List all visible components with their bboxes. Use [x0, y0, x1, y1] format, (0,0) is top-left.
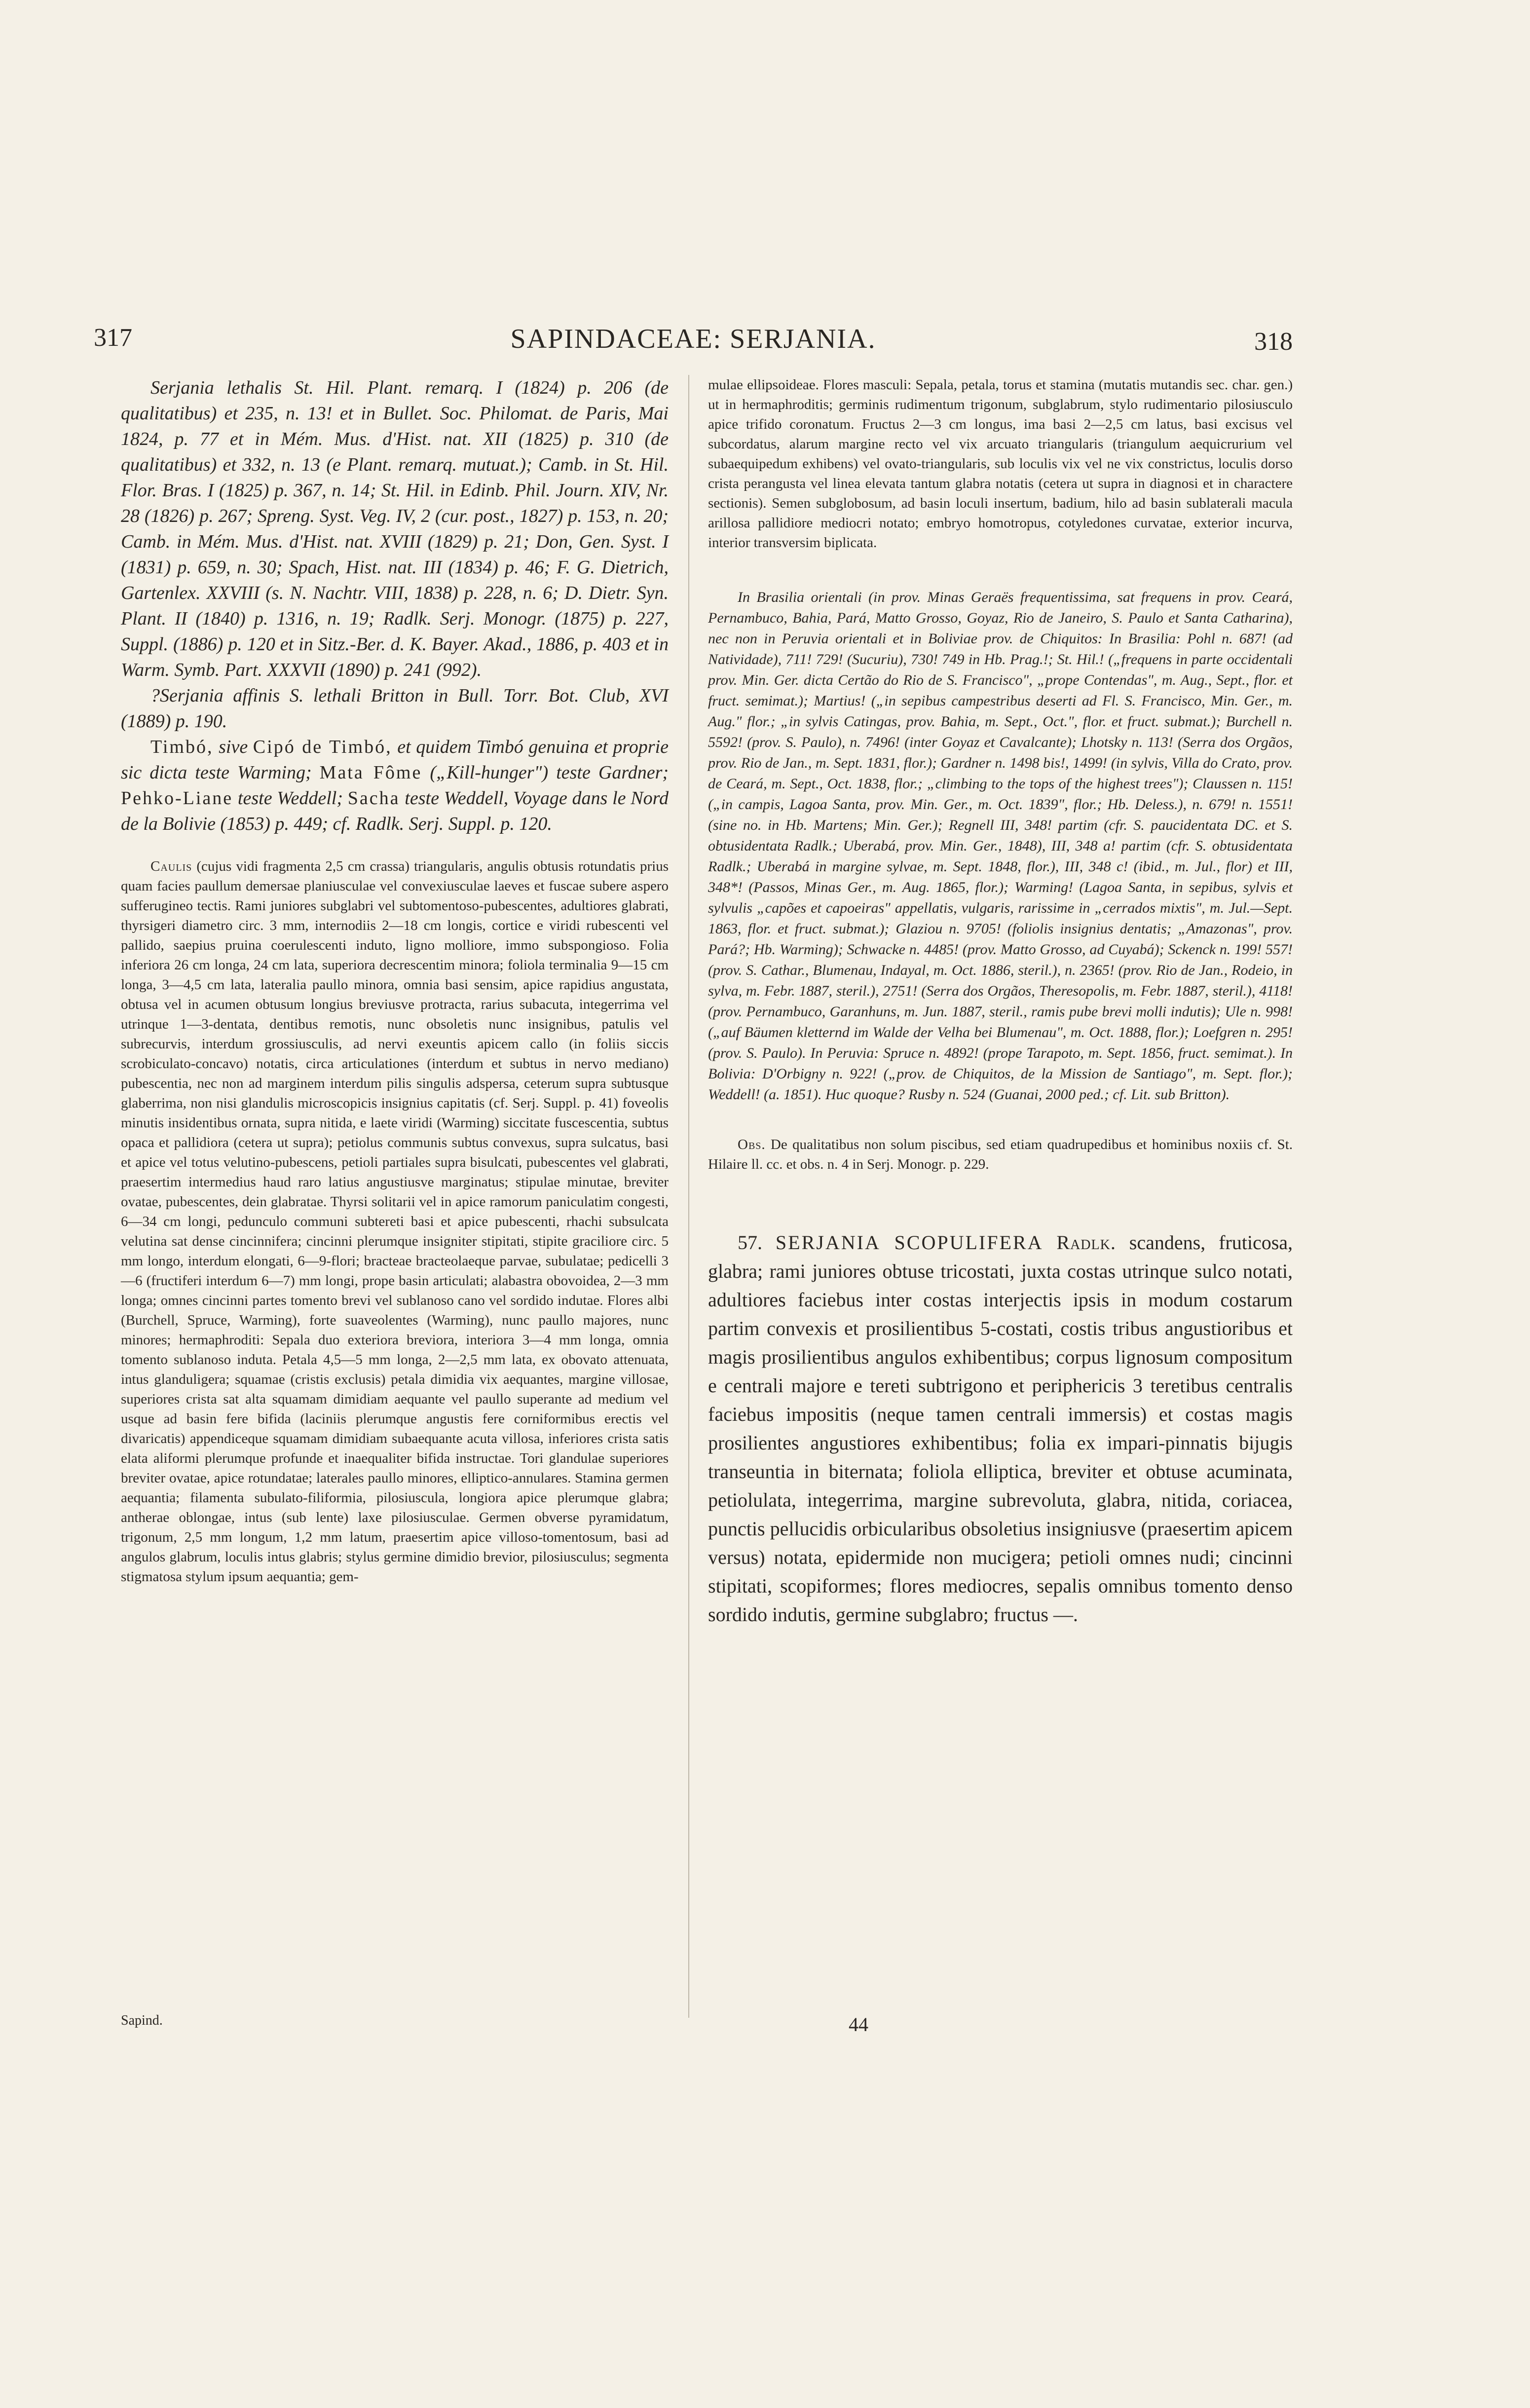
- running-title: SAPINDACEAE: SERJANIA.: [510, 324, 876, 354]
- vernacular-name: Cipó de Timbó,: [253, 737, 392, 757]
- vernacular-name: Pehko-Liane: [121, 788, 233, 809]
- species-number: 57.: [738, 1231, 762, 1254]
- morphological-description: Caulis (cujus vidi fragmenta 2,5 cm crassa) triangularis, angulis obtusis rotundatis prius quam facies paullum demersae planiusculae vel convexiusculae laeves et fuscae subere aspero sufferugineo tectis. Rami juniores subglabri vel subtomentoso-pubescentes, adultiores glabrati, thyrsigeri diametro circ. 3 mm, internodiis 2—18 cm longis, cortice e viridi rubescenti vel pallido, saepius pruina coerulescenti induto, ligno molliore, immo subspongioso. Folia inferiora 26 cm longa, 24 cm lata, superiora decrescentim minora; foliola terminalia 9—15 cm longa, 3—4,5 cm lata, lateralia paullo minora, omnia basi sensim, apice rapidius angustata, obtusa vel in acumen obtusum longius breviusve protracta, rarius subacuta, integerrima vel utrinque 1—3-dentata, dentibus remotis, nunc obsoletis nunc insignibus, patulis vel subrecurvis, interdum grossiusculis, ad nervi exeuntis apicem callo (in foliis siccis scrobiculato-concavo) notatis, circa articulationes (interdum et subtus in nervo mediano) pubescentia, nec non ad marginem interdum pilis singulis adspersa, ceterum supra subtusque glaberrima, non nisi glandulis microscopicis insignius capitatis (cf. Serj. Suppl. p. 41) foveolis minutis insidentibus ornata, supra nitida, e laete viridi (Warming) siccitate fuscescentia, subtus opaca et pallidiora (cetera ut supra); petiolus communis subtus convexus, supra sulcatus, basi et apice vel totus velutino-pubescens, petioli partiales supra bisulcati, pubescentes vel glabrati, praesertim intermedius haud raro latius angustiusve marginatus; stipulae minutae, breviter ovatae, pubescentes, dein glabratae. Thyrsi solitarii vel in apice ramorum paniculatim congesti, 6—34 cm longi, pedunculo communi subtereti basi et apice pubescenti, rhachi subsulcata velutina sat dense cincinnifera; cincinni plerumque insigniter stipitati, stipite graciliore circ. 5 mm longo, interdum elongati, 6—9-flori; bracteae bracteolaeque parvae, subulatae; pedicelli 3—6 (fructiferi interdum 6—7) mm longi, prope basin articulati; alabastra obovoidea, 2—3 mm longa; omnes cincinni partes tomento brevi vel sublanoso cano vel sordido indutae. Flores albi (Burchell, Spruce, Warming), forte suaveolentes (Warming), nunc paullo majores, nunc minores; hermaphroditi: Sepala duo exteriora breviora, interiora 3—4 mm longa, omnia tomento sublanoso induta. Petala 4,5—5 mm longa, 2—2,5 mm lata, ex obovato attenuata, intus glanduligera; squamae (cristis exclusis) petala dimidia vix aequantes, margine villosae, superiores crista sat alta squamam dimidiam aequante vel paullo superante ad medium vel usque ad basin fere bifida (laciniis plerumque angustis fere corniformibus erectis vel divaricatis) appendiceque squamam dimidiam subaequante acuta villosa, inferiores crista satis elata aliformi plerumque profunde et inaequaliter bifida instructae. Tori glandulae superiores breviter ovatae, apice rotundatae; laterales paullo minores, elliptico-annulares. Stamina germen aequantia; filamenta subulato-filiformia, pilosiuscula, longiora apice plerumque glabra; antherae oblongae, intus (sub lente) laxe pilosiusculae. Germen obverse pyramidatum, trigonum, 2,5 mm longum, 1,2 mm latum, praesertim apice villoso-tomentosum, basi ad angulos glabrum, loculis intus glabris; stylus germine dimidio brevior, pilosiusculus; segmenta stigmatosa stylum ipsum aequantia; gem-: [121, 858, 669, 1585]
- page-number-right: 318: [1254, 328, 1293, 356]
- synonym: ?Serjania affinis S. lethali Britton in Bull. Torr. Bot. Club, XVI (1889) p. 190.: [121, 685, 669, 732]
- vernacular-name: Mata Fôme: [319, 762, 422, 783]
- distribution-paragraph: In Brasilia orientali (in prov. Minas Geraës frequentissima, sat frequens in prov. Ceará, Pernambuco, Bahia, Pará, Matto Grosso, Goyaz, Rio de Janeiro, S. Paulo et Santa Catharina), nec non in Peruvia orientali et in Boliviae prov. de Chiquitos: In Brasilia: Pohl n. 687! (ad Natividade), 711! 729! (Sucuriu), 730! 749 in Hb. Prag.!; St. Hil.! („frequens in parte occidentali prov. Min. Ger. dicta Certão do Rio de S. Francisco", „prope Contendas", m. Aug., Sept., flor. et fruct. semimat.); Martius! („in sepibus campestribus deserti ad Fl. S. Francisco, Min. Ger., m. Aug." flor.; „in sylvis Catingas, prov. Bahia, m. Sept., Oct.", flor. et fruct. submat.); Burchell n. 5592! (prov. S. Paulo), n. 7496! (inter Goyaz et Cavalcante); Lhotsky n. 113! (Serra dos Orgãos, prov. Rio de Jan., m. Sept. 1831, flor.); Gardner n. 1498 bis!, 1499! (in sylvis, Villa do Crato, prov. de Ceará, m. Sept., Oct. 1838, flor.; „climbing to the tops of the highest trees"); Claussen n. 115! („in campis, Lagoa Santa, prov. Min. Ger., m. Oct. 1839", flor.; Hb. Deless.), n. 679! n. 1551! (sine no. in Hb. Martens; Min. Ger.); Regnell III, 348! partim (cfr. S. paucidentata DC. et S. obtusidentata Radlk.; Uberabá, prov. Min. Ger., 1848), III, 348 a! partim (cfr. S. obtusidentata Radlk.; Uberabá in margine sylvae, m. Sept. 1848, flor.), III, 348 c! (ibid., m. Jul., flor) et III, 348*! (Passos, Minas Ger., m. Aug. 1865, flor.); Warming! (Lagoa Santa, in sepibus, sylvis et sylvulis „capões et capoeiras" appellatis, vulgaris, rarissime in „cerrados mixtis", m. Jul.—Sept. 1863, flor. et fruct. submat.); Glaziou n. 9705! (foliolis insignius dentatis; „Amazonas", prov. Pará?; Hb. Warming); Schwacke n. 4485! (prov. Matto Grosso, ad Cuyabá); Sckenck n. 199! 557! (prov. S. Cathar., Blumenau, Indayal, m. Oct. 1886, steril.), n. 2365! (prov. Rio de Jan., Rodeio, in sylva, m. Febr. 1887, steril.), 2751! (Serra dos Orgãos, Theresopolis, m. Febr. 1887, steril.), 4118! (prov. Pernambuco, Garanhuns, m. Jun. 1887, steril., ramis pube brevi molli indutis); Ule n. 998! („auf Bäumen kletternd im Walde der Velha bei Blumenau", m. Oct. 1888, flor.); Loefgren n. 295! (prov. S. Paulo). In Peruvia: Spruce n. 4892! (prope Tarapoto, m. Sept. 1856, fruct. semimat.). In Bolivia: D'Orbigny n. 922! („prov. de Chiquitos, de la Mission de Santiago", m. Sept. flor.); Weddell! (a. 1851). Huc quoque? Rusby n. 524 (Guanai, 2000 ped.; cf. Lit. sub Britton).: [708, 589, 1293, 1103]
- running-header: [94, 323, 1293, 370]
- species-description: scandens, fruticosa, glabra; rami juniores obtuse tricostati, juxta costas utrinque sulco notati, adultiores faciebus inter costas interjectis ipsis in modum costarum partim convexis et prosilientibus 5-costati, costis tribus angustioribus et magis prosilientibus angulos exhibentibus; corpus lignosum compositum e centrali majore e tereti subtrigono et periphericis 3 teretibus centralis faciebus impositis (neque tamen centrali immersis) et costas magis prosilientes angustiores exhibentibus; folia ex impari-pinnatis bijugis transeuntia in biternata; foliola elliptica, breviter et obtuse acuminata, petiolulata, integerrima, margine subrevoluta, glabra, nitida, coriacea, punctis pellucidis orbicularibus obsoletius insigniusve (praesertim apicem versus) notata, epidermide non mucigera; petioli omnes nudi; cincinni stipitati, scopiformes; flores mediocres, sepalis omnibus tomento denso sordido indutis, germine subglabro; fructus —.: [708, 1231, 1293, 1626]
- left-column: [121, 375, 669, 1587]
- species-entry: [708, 1228, 1293, 1629]
- page-number-left: 317: [94, 324, 132, 352]
- bibliography: Serjania lethalis St. Hil. Plant. remarq. I (1824) p. 206 (de qualitatibus) et 235, n. 13! et in Bullet. Soc. Philomat. de Paris, Mai 1824, p. 77 et in Mém. Mus. d'Hist. nat. XII (1825) p. 310 (de qualitatibus) et 332, n. 13 (e Plant. remarq. mutuat.); Camb. in St. Hil. Flor. Bras. I (1825) p. 367, n. 14; St. Hil. in Edinb. Phil. Journ. XIV, Nr. 28 (1826) p. 267; Spreng. Syst. Veg. IV, 2 (cur. post., 1827) p. 153, n. 20; Camb. in Mém. Mus. d'Hist. nat. XVIII (1829) p. 21; Don, Gen. Syst. I (1831) p. 659, n. 30; Spach, Hist. nat. III (1834) p. 46; F. G. Dietrich, Gartenlex. XXVIII (s. N. Nachtr. VIII, 1838) p. 228, n. 6; D. Dietr. Syn. Plant. II (1840) p. 1316, n. 19; Radlk. Serj. Monogr. (1875) p. 227, Suppl. (1886) p. 120 et in Sitz.-Ber. d. K. Bayer. Akad., 1886, p. 403 et in Warm. Symb. Part. XXXVII (1890) p. 241 (992).: [121, 377, 669, 680]
- observation-note: Obs. De qualitatibus non solum piscibus, sed etiam quadrupedibus et hominibus noxiis cf. St. Hilaire ll. cc. et obs. n. 4 in Serj. Monogr. p. 229.: [708, 1137, 1293, 1172]
- signature-mark: Sapind.: [121, 2013, 163, 2028]
- species-author: Radlk.: [1056, 1231, 1116, 1254]
- vernacular-name: Timbó,: [150, 737, 214, 757]
- sheet-number: 44: [849, 2013, 868, 2036]
- column-divider: [688, 375, 689, 2018]
- right-column: [708, 375, 1293, 1629]
- description-continuation: mulae ellipsoideae. Flores masculi: Sepala, petala, torus et stamina (mutatis mutandis sec. char. gen.) ut in hermaphroditis; germinis rudimentum trigonum, subglabrum, stylo rudimentario pilosiusculo apice trifido coronatum. Fructus 2—3 cm longus, ima basi 2—2,5 cm latus, basi excisus vel subcordatus, alarum margine recto vel vix arcuato triangularis (triangulum aequicrurium vel subaequipedum exhibens) vel ovato-triangularis, sub loculis vix vel ne vix constrictus, loculis dorso crista perangusta vel linea elevata tantum glabra notatis (cetera ut supra in diagnosi et in charactere sectionis). Semen subglobosum, ad basin loculi insertum, badium, hilo ad basin sublaterali macula arillosa pallidiore mediocri notato; embryo homotropus, cotyledones curvatae, exterior incurva, interior transversim biplicata.: [708, 377, 1293, 551]
- description-label: Caulis: [150, 858, 192, 874]
- vernacular-names: Timbó, sive Cipó de Timbó, et quidem Timbó genuina et proprie sic dicta teste Warming; Mata Fôme („Kill-hunger") teste Gardner; Pehko-Liane teste Weddell; Sacha teste Weddell, Voyage dans le Nord de la Bolivie (1853) p. 449; cf. Radlk. Serj. Suppl. p. 120.: [121, 737, 669, 834]
- obs-label: Obs.: [738, 1137, 766, 1152]
- vernacular-name: Sacha: [347, 788, 400, 809]
- species-name: SERJANIA SCOPULIFERA: [775, 1231, 1044, 1254]
